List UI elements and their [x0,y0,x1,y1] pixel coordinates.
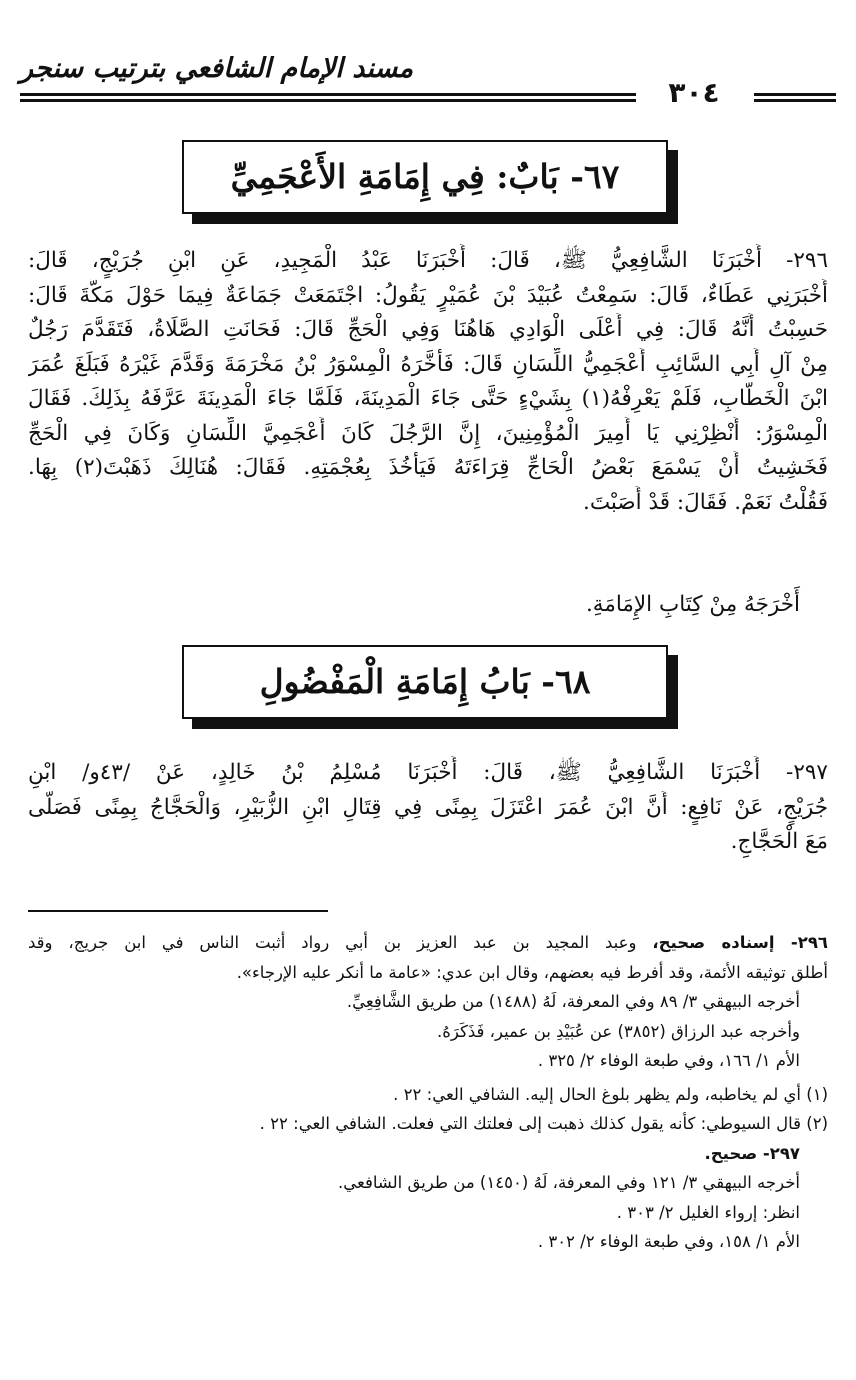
hadith-296-line: ٢٩٦- أَخْبَرَنَا الشَّافِعِيُّ ﷺ، قَالَ: أَخْبَرَنَا عَبْدُ الْمَجِيدِ، عَنِ ابْنِ جُرَيْجٍ، قَالَ: [28,248,828,273]
hadith-296-line: ابْنَ الْخَطَّابِ، فَلَمْ يَعْرِفْهُ(١) بِشَيْءٍ حَتَّى جَاءَ الْمَدِينَةَ، فَلَمَّا جَاءَ الْمَدِينَةَ عَرَّفَهُ بِذَلِكَ. فَقَالَ [28,386,828,411]
hadith-296-line: فَقُلْتُ نَعَمْ. فَقَالَ: قَدْ أَصَبْتَ. [582,489,828,515]
footnote-297-line: الأم ١/ ١٥٨، وفي طبعة الوفاء ٢/ ٣٠٢ . [537,1232,800,1251]
footnote-296-line: وأخرجه عبد الرزاق (٣٨٥٢) عن عُبَيْدِ بن عمير، فَذَكَرَهُ. [437,1021,800,1041]
footnote-separator [28,910,328,912]
footnote-296-line: أخرجه البيهقي ٣/ ٨٩ وفي المعرفة، لَهُ (١٤٨٨) من طريق الشَّافِعِيِّ. [346,992,800,1011]
hadith-296-source-note: أَخْرَجَهُ مِنْ كِتَابِ الإِمَامَةِ. [585,592,800,617]
chapter-68-box [182,645,668,719]
header-rule-long [20,92,636,104]
hadith-297-line: ٢٩٧- أَخْبَرَنَا الشَّافِعِيُّ ﷺ، قَالَ: أَخْبَرَنَا مُسْلِمُ بْنُ خَالِدٍ، عَنْ /٤٣و/ ابْنِ [28,760,828,785]
hadith-296-line: فَخَشِيتُ أَنْ يَسْمَعَ بَعْضُ الْحَاجِّ قِرَاءَتَهُ فَيَأْخُذَ بِعُجْمَتِهِ. فَقَالَ: هُنَالِكَ ذَهَبْتَ(٢) بِهَا. [28,455,828,480]
chapter-67-box [182,140,668,214]
footnote-296-line: الأم ١/ ١٦٦، وفي طبعة الوفاء ٢/ ٣٢٥ . [537,1051,800,1070]
hadith-296-line: أَخْبَرَنِي عَطَاءٌ، قَالَ: سَمِعْتُ عُبَيْدَ بْنَ عُمَيْرٍ يَقُولُ: اجْتَمَعَتْ جَمَاعَةٌ فِيمَا حَوْلَ مَكَّةَ قَالَ: [28,282,828,308]
header-rule [20,76,836,109]
hadith-297-line: مَعَ الْحَجَّاجِ. [730,829,828,854]
chapter-68-title: ٦٨- بَابُ إِمَامَةِ الْمَفْضُولِ [259,662,591,701]
footnotes [28,928,828,1257]
hadith-296-line: حَسِبْتُ أَنَّهُ قَالَ: فِي أَعْلَى الْوَادِي هَاهُنَا وَفِي الْحَجِّ قَالَ: فَحَانَتِ الصَّلَاةُ، فَتَقَدَّمَ رَجُلٌ [28,317,828,342]
hadith-297-line: جُرَيْجٍ، عَنْ نَافِعٍ: أَنَّ ابْنَ عُمَرَ اعْتَزَلَ بِمِنًى فِي قِتَالِ ابْنِ الزُّبَيْرِ، وَالْحَجَّاجُ بِمِنًى فَصَلَّى [28,794,828,820]
hadith-297-text [28,756,828,860]
footnote-297-heading: ٢٩٧- صحيح. [704,1143,800,1163]
page-number: ٣٠٤ [668,76,720,109]
footnote-2: (٢) قال السيوطي: كأنه يقول كذلك ذهبت إلى فعلتك التي فعلت. الشافي العي: ٢٢ . [259,1114,828,1133]
footnote-1: (١) أي لم يخاطبه، ولم يظهر بلوغ الحال إليه. الشافي العي: ٢٢ . [393,1084,828,1104]
footnote-296-line: أطلق توثيقه الأئمة، وقد أفرط فيه بعضهم، وقال ابن عدي: «عامة ما أنكر عليه الإرجاء». [236,962,828,982]
page-header [20,46,836,116]
header-rule-short [754,92,836,104]
chapter-67-title: ٦٧- بَابٌ: فِي إِمَامَةِ الأَعْجَمِيِّ [230,157,620,196]
hadith-296-line: الْمِسْوَرُ: أَنْظِرْنِي يَا أَمِيرَ الْمُؤْمِنِينَ، إِنَّ الرَّجُلَ كَانَ أَعْجَمِيَّ اللِّسَانِ وَكَانَ فِي الْحَجِّ [28,420,828,446]
hadith-296-text [28,244,828,520]
book-title: مسند الإمام الشافعي بترتيب سنجر [20,53,414,84]
hadith-296-line: مِنْ آلِ أَبِي السَّائِبِ أَعْجَمِيُّ اللِّسَانِ قَالَ: فَأَخَّرَهُ الْمِسْوَرُ بْنُ مَخْرَمَةَ وَقَدَّمَ غَيْرَهُ فَبَلَغَ عُمَرَ [28,351,828,377]
footnote-296-heading: ٢٩٦- إسناده صحيح، [652,933,828,952]
footnote-297-line: انظر: إرواء الغليل ٢/ ٣٠٣ . [616,1202,800,1222]
footnote-297-line: أخرجه البيهقي ٣/ ١٢١ وفي المعرفة، لَهُ (١٤٥٠) من طريق الشافعي. [338,1173,800,1192]
footnote-296-line [28,928,828,958]
footnote-296-text: وعبد المجيد بن عبد العزيز بن أبي رواد أثبت الناس في ابن جريج، وقد [28,933,637,952]
